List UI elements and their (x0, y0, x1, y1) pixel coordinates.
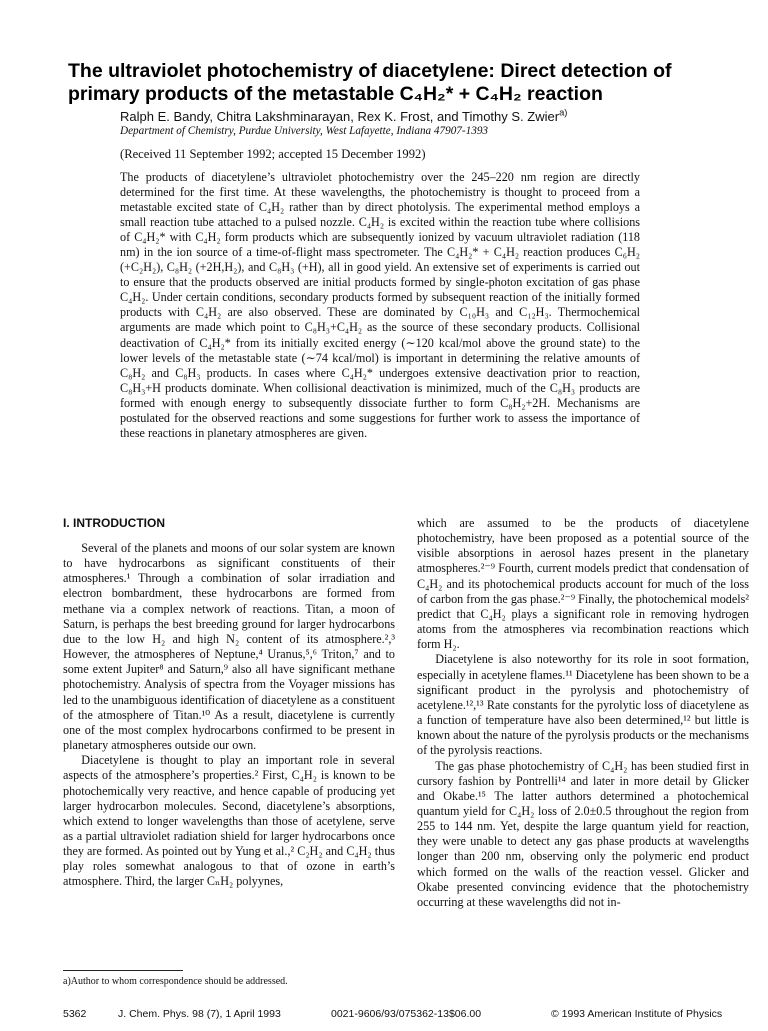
abstract: The products of diacetylene’s ultraviolet photochemistry over the 245–220 nm region are directly determined for the first time. At these wavelengths, the photochemistry is thought to proceed from a metastable excited state of C₄H₂ rather than by direct photolysis. The experimental method employs a small reaction tube attached to a pulsed nozzle. C₄H₂ is excited within the reaction tube where collisions of C₄H₂* with C₄H₂ form products which are subsequently ionized by vacuum ultraviolet radiation (118 nm) in the ion source of a time-of-flight mass spectrometer. The C₄H₂* + C₄H₂ reaction produces C₆H₂ (+C₂H₂), C₈H₂ (+2H,H₂), and C₈H₃ (+H), all in good yield. An extensive set of experiments is carried out to ensure that the products observed are initial products formed by single-photon excitation of gas phase C₄H₂. Under certain conditions, secondary products formed by subsequent reaction of the initially formed products with C₄H₂ are also observed. These are dominated by C₁₀H₃ and C₁₂H₃. Thermochemical arguments are made which point to C₈H₃+C₄H₂ as the source of these secondary products. Collisional deactivation of C₄H₂* from its initially excited energy (∼120 kcal/mol above the ground state) to the lower levels of the metastable state (∼74 kcal/mol) is important in determining the relative amounts of C₈H₂ and C₈H₃ products. In cases where C₄H₂* undergoes extensive deactivation prior to reaction, C₈H₃+H products dominate. When collisional deactivation is minimized, much of the C₈H₃ products are formed with enough energy to subsequently dissociate further to form C₈H₂+2H. Mechanisms are postulated for the observed reactions and some suggestions for further work to assess the importance of these reactions in planetary atmospheres are given. (120, 170, 640, 440)
body-paragraph: which are assumed to be the products of diacetylene photochemistry, have been proposed as a potential source of the visible absorptions in aerosol hazes present in the planetary atmospheres.²⁻⁹ Fourth, current models predict that condensation of C₄H₂ and its photochemical products account for much of the loss of carbon from the gas phase.²⁻⁹ Finally, the photochemical models² predict that C₄H₂ plays a significant role in removing hydrogen atoms from the atmospheres via recombination reactions which form H₂. (417, 516, 749, 652)
footnote-divider (63, 970, 183, 971)
copyright-notice: © 1993 American Institute of Physics (551, 1008, 723, 1020)
affiliation: Department of Chemistry, Purdue University, West Lafayette, Indiana 47907-1393 (120, 125, 489, 137)
right-column (417, 516, 749, 910)
author-names: Ralph E. Bandy, Chitra Lakshminarayan, Rex K. Frost, and Timothy S. Zwier (120, 109, 560, 124)
footnote: a)Author to whom correspondence should be addressed. (63, 976, 288, 987)
author-list (120, 109, 740, 125)
section-heading: I. INTRODUCTION (63, 516, 165, 530)
left-column (63, 516, 395, 890)
page-footer (63, 1008, 753, 1022)
journal-citation: J. Chem. Phys. 98 (7), 1 April 1993 (118, 1008, 281, 1020)
paper-title: The ultraviolet photochemistry of diacetylene: Direct detection of primary products of the metastable C₄H₂* + C₄H₂ reaction (68, 60, 672, 105)
page-number: 5362 (63, 1008, 87, 1020)
author-footnote-mark: a) (559, 107, 568, 118)
received-dates: (Received 11 September 1992; accepted 15 December 1992) (120, 147, 426, 161)
body-paragraph: Diacetylene is thought to play an important role in several aspects of the atmosphere’s properties.² First, C₄H₂ is known to be photochemically very reactive, and hence capable of producing yet larger hydrocarbon molecules. Second, diacetylene’s absorptions, which extend to longer wavelengths than those of acetylene, serve as a partial ultraviolet radiation shield for larger hydrocarbons once they are formed. As pointed out by Yung et al.,² C₂H₂ and C₄H₂ thus play roles somewhat analogous to that of ozone in earth’s atmosphere. Third, the larger CₙH₂ polyynes, (63, 753, 395, 889)
article-code: 0021-9606/93/075362-13$06.00 (331, 1008, 482, 1020)
body-paragraph: The gas phase photochemistry of C₄H₂ has been studied first in cursory fashion by Pontrelli¹⁴ and later in more detail by Glicker and Okabe.¹⁵ The latter authors determined a photochemical quantum yield for C₄H₂ loss of 2.0±0.5 throughout the region from 255 to 144 nm. Yet, despite the large quantum yield for reaction, they were unable to detect any gas phase products at wavelengths longer than 200 nm, observing only the polymeric end product which formed on the walls of the reaction vessel. Glicker and Okabe presented convincing evidence that the photochemistry occurring at these wavelengths did not in- (417, 758, 749, 909)
body-paragraph: Several of the planets and moons of our solar system are known to have hydrocarbons as significant constituents of their atmospheres.¹ Through a combination of solar irradiation and electron bombardment, these hydrocarbons are formed from methane via a complex network of reactions. Titan, a moon of Saturn, is perhaps the best breeding ground for larger hydrocarbons due to the low H₂ and high N₂ content of its atmosphere.²,³ However, the atmospheres of Neptune,⁴ Uranus,⁵,⁶ Triton,⁷ and to some extent Jupiter⁸ and Saturn,⁹ also all have significant methane photochemistry. Analysis of spectra from the Voyager missions has led to the unambiguous identification of diacetylene as a constituent of the atmosphere of Titan.¹⁰ As a result, diacetylene is currently one of the most complex hydrocarbons confirmed to be present in planetary atmospheres outside our own. (63, 541, 395, 753)
body-paragraph: Diacetylene is also noteworthy for its role in soot formation, especially in acetylene flames.¹¹ Diacetylene has been shown to be a significant product in the pyrolysis and photochemistry of acetylene.¹²,¹³ Rate constants for the pyrolytic loss of diacetylene as a function of temperature have also been determined,¹² but little is known about the nature of the pyrolysis products or the mechanisms of the pyrolysis reactions. (417, 652, 749, 758)
